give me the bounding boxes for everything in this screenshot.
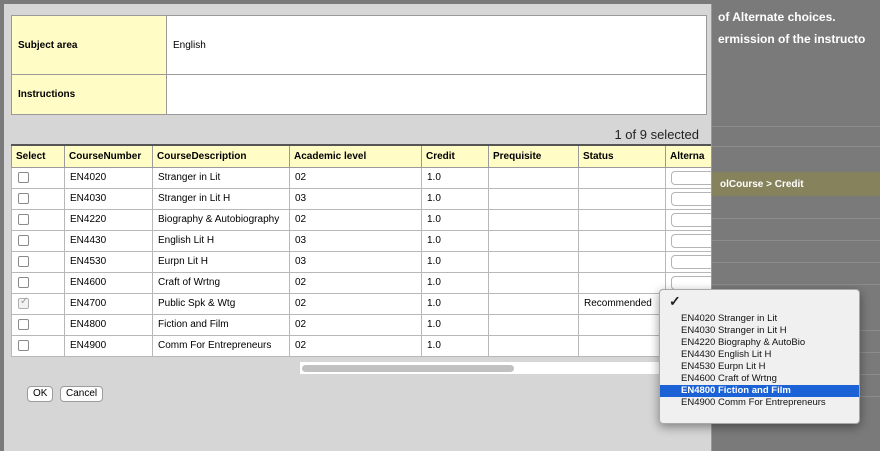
academic-level-cell: 02 (290, 167, 422, 188)
course-number-cell: EN4900 (65, 335, 153, 356)
course-number-cell: EN4600 (65, 272, 153, 293)
status-cell (579, 335, 666, 356)
select-checkbox[interactable] (18, 277, 29, 288)
status-cell (579, 188, 666, 209)
subject-area-value: English (167, 16, 707, 75)
alternate-select[interactable] (671, 192, 712, 206)
credit-cell: 1.0 (422, 335, 489, 356)
alternate-cell (666, 188, 713, 209)
credit-cell: 1.0 (422, 272, 489, 293)
course-description-cell: Biography & Autobiography (153, 209, 290, 230)
alternate-select[interactable] (671, 213, 712, 227)
select-cell (12, 251, 65, 272)
table-row[interactable] (12, 167, 713, 188)
credit-cell: 1.0 (422, 209, 489, 230)
selected-count: 1 of 9 selected (614, 127, 699, 142)
alternate-select[interactable] (671, 234, 712, 248)
alternate-select[interactable] (671, 276, 712, 290)
grid-header-row (12, 145, 713, 167)
checkmark-icon[interactable]: ✓ (669, 293, 681, 309)
course-description-cell: Fiction and Film (153, 314, 290, 335)
status-cell (579, 272, 666, 293)
course-description-cell: Stranger in Lit H (153, 188, 290, 209)
background-heading-text: of Alternate choices. (718, 10, 836, 24)
course-selection-dialog (4, 4, 712, 451)
select-checkbox[interactable] (18, 193, 29, 204)
course-description-cell: English Lit H (153, 230, 290, 251)
background-divider (712, 218, 880, 219)
menu-item[interactable]: EN4600 Craft of Wrtng (681, 373, 777, 384)
prerequisite-cell (489, 335, 579, 356)
credit-cell: 1.0 (422, 188, 489, 209)
academic-level-cell: 03 (290, 251, 422, 272)
select-cell (12, 335, 65, 356)
status-cell (579, 209, 666, 230)
background-column-header-label: olCourse > Credit (720, 179, 804, 190)
table-row[interactable] (12, 293, 713, 314)
select-checkbox[interactable] (18, 340, 29, 351)
academic-level-cell: 02 (290, 314, 422, 335)
select-checkbox[interactable] (18, 256, 29, 267)
select-cell (12, 293, 65, 314)
credit-cell: 1.0 (422, 167, 489, 188)
alternate-cell (666, 251, 713, 272)
background-divider (712, 126, 880, 127)
status-cell: Recommended (579, 293, 666, 314)
academic-level-cell: 03 (290, 230, 422, 251)
alternate-select[interactable] (671, 255, 712, 269)
credit-cell: 1.0 (422, 251, 489, 272)
course-description-cell: Eurpn Lit H (153, 251, 290, 272)
credit-cell: 1.0 (422, 293, 489, 314)
column-header[interactable]: CourseNumber (65, 145, 153, 167)
background-divider (712, 284, 880, 285)
prerequisite-cell (489, 293, 579, 314)
column-header[interactable]: Academic level (290, 145, 422, 167)
select-checkbox[interactable] (18, 172, 29, 183)
status-cell (579, 251, 666, 272)
course-meta-table (11, 15, 707, 115)
background-instruction-text: ermission of the instructo (718, 32, 866, 46)
prerequisite-cell (489, 272, 579, 293)
credit-cell: 1.0 (422, 230, 489, 251)
course-number-cell: EN4700 (65, 293, 153, 314)
menu-item[interactable]: EN4030 Stranger in Lit H (681, 325, 787, 336)
alternate-cell (666, 230, 713, 251)
course-grid-viewport (11, 144, 712, 374)
table-row[interactable] (12, 251, 713, 272)
prerequisite-cell (489, 314, 579, 335)
subject-area-label: Subject area (12, 16, 167, 75)
course-grid (11, 144, 712, 357)
column-header[interactable]: Status (579, 145, 666, 167)
select-checkbox[interactable] (18, 319, 29, 330)
menu-item[interactable]: EN4530 Eurpn Lit H (681, 361, 766, 372)
cancel-button[interactable]: Cancel (60, 386, 103, 402)
column-header[interactable]: Prequisite (489, 145, 579, 167)
course-number-cell: EN4020 (65, 167, 153, 188)
column-header[interactable]: Credit (422, 145, 489, 167)
background-divider (712, 146, 880, 147)
menu-item[interactable]: EN4800 Fiction and Film (660, 385, 859, 397)
ok-button[interactable]: OK (27, 386, 53, 402)
column-header[interactable]: Alterna (666, 145, 713, 167)
academic-level-cell: 02 (290, 209, 422, 230)
select-cell (12, 188, 65, 209)
course-number-cell: EN4530 (65, 251, 153, 272)
table-row[interactable] (12, 335, 713, 356)
course-description-cell: Public Spk & Wtg (153, 293, 290, 314)
status-cell (579, 230, 666, 251)
menu-item[interactable]: EN4430 English Lit H (681, 349, 772, 360)
status-cell (579, 167, 666, 188)
background-divider (712, 262, 880, 263)
academic-level-cell: 02 (290, 335, 422, 356)
grid-body (12, 167, 713, 356)
academic-level-cell: 02 (290, 272, 422, 293)
background-divider (712, 240, 880, 241)
prerequisite-cell (489, 230, 579, 251)
scrollbar-thumb[interactable] (302, 365, 514, 372)
alternate-cell (666, 209, 713, 230)
alternate-course-menu[interactable] (659, 289, 860, 424)
select-cell (12, 167, 65, 188)
select-cell (12, 230, 65, 251)
select-checkbox[interactable] (18, 214, 29, 225)
alternate-course-options (660, 313, 859, 409)
table-row[interactable] (12, 188, 713, 209)
select-cell (12, 272, 65, 293)
table-row[interactable] (12, 230, 713, 251)
credit-cell: 1.0 (422, 314, 489, 335)
column-header[interactable]: CourseDescription (153, 145, 290, 167)
course-description-cell: Craft of Wrtng (153, 272, 290, 293)
course-number-cell: EN4220 (65, 209, 153, 230)
prerequisite-cell (489, 167, 579, 188)
course-number-cell: EN4430 (65, 230, 153, 251)
table-row[interactable] (12, 314, 713, 335)
select-cell (12, 209, 65, 230)
prerequisite-cell (489, 209, 579, 230)
academic-level-cell: 03 (290, 188, 422, 209)
alternate-cell (666, 167, 713, 188)
table-row[interactable] (12, 272, 713, 293)
select-checkbox[interactable] (18, 235, 29, 246)
table-row[interactable] (12, 209, 713, 230)
menu-item[interactable]: EN4220 Biography & AutoBio (681, 337, 806, 348)
menu-item[interactable]: EN4900 Comm For Entrepreneurs (681, 397, 826, 408)
alternate-select[interactable] (671, 171, 712, 185)
select-cell (12, 314, 65, 335)
course-number-cell: EN4800 (65, 314, 153, 335)
prerequisite-cell (489, 188, 579, 209)
academic-level-cell: 02 (290, 293, 422, 314)
instructions-label: Instructions (12, 75, 167, 115)
status-cell (579, 314, 666, 335)
course-description-cell: Stranger in Lit (153, 167, 290, 188)
prerequisite-cell (489, 251, 579, 272)
horizontal-scrollbar[interactable] (300, 362, 712, 374)
course-description-cell: Comm For Entrepreneurs (153, 335, 290, 356)
select-checkbox[interactable] (18, 298, 29, 309)
menu-item[interactable]: EN4020 Stranger in Lit (681, 313, 778, 324)
instructions-value (167, 75, 707, 115)
course-number-cell: EN4030 (65, 188, 153, 209)
column-header[interactable]: Select (12, 145, 65, 167)
